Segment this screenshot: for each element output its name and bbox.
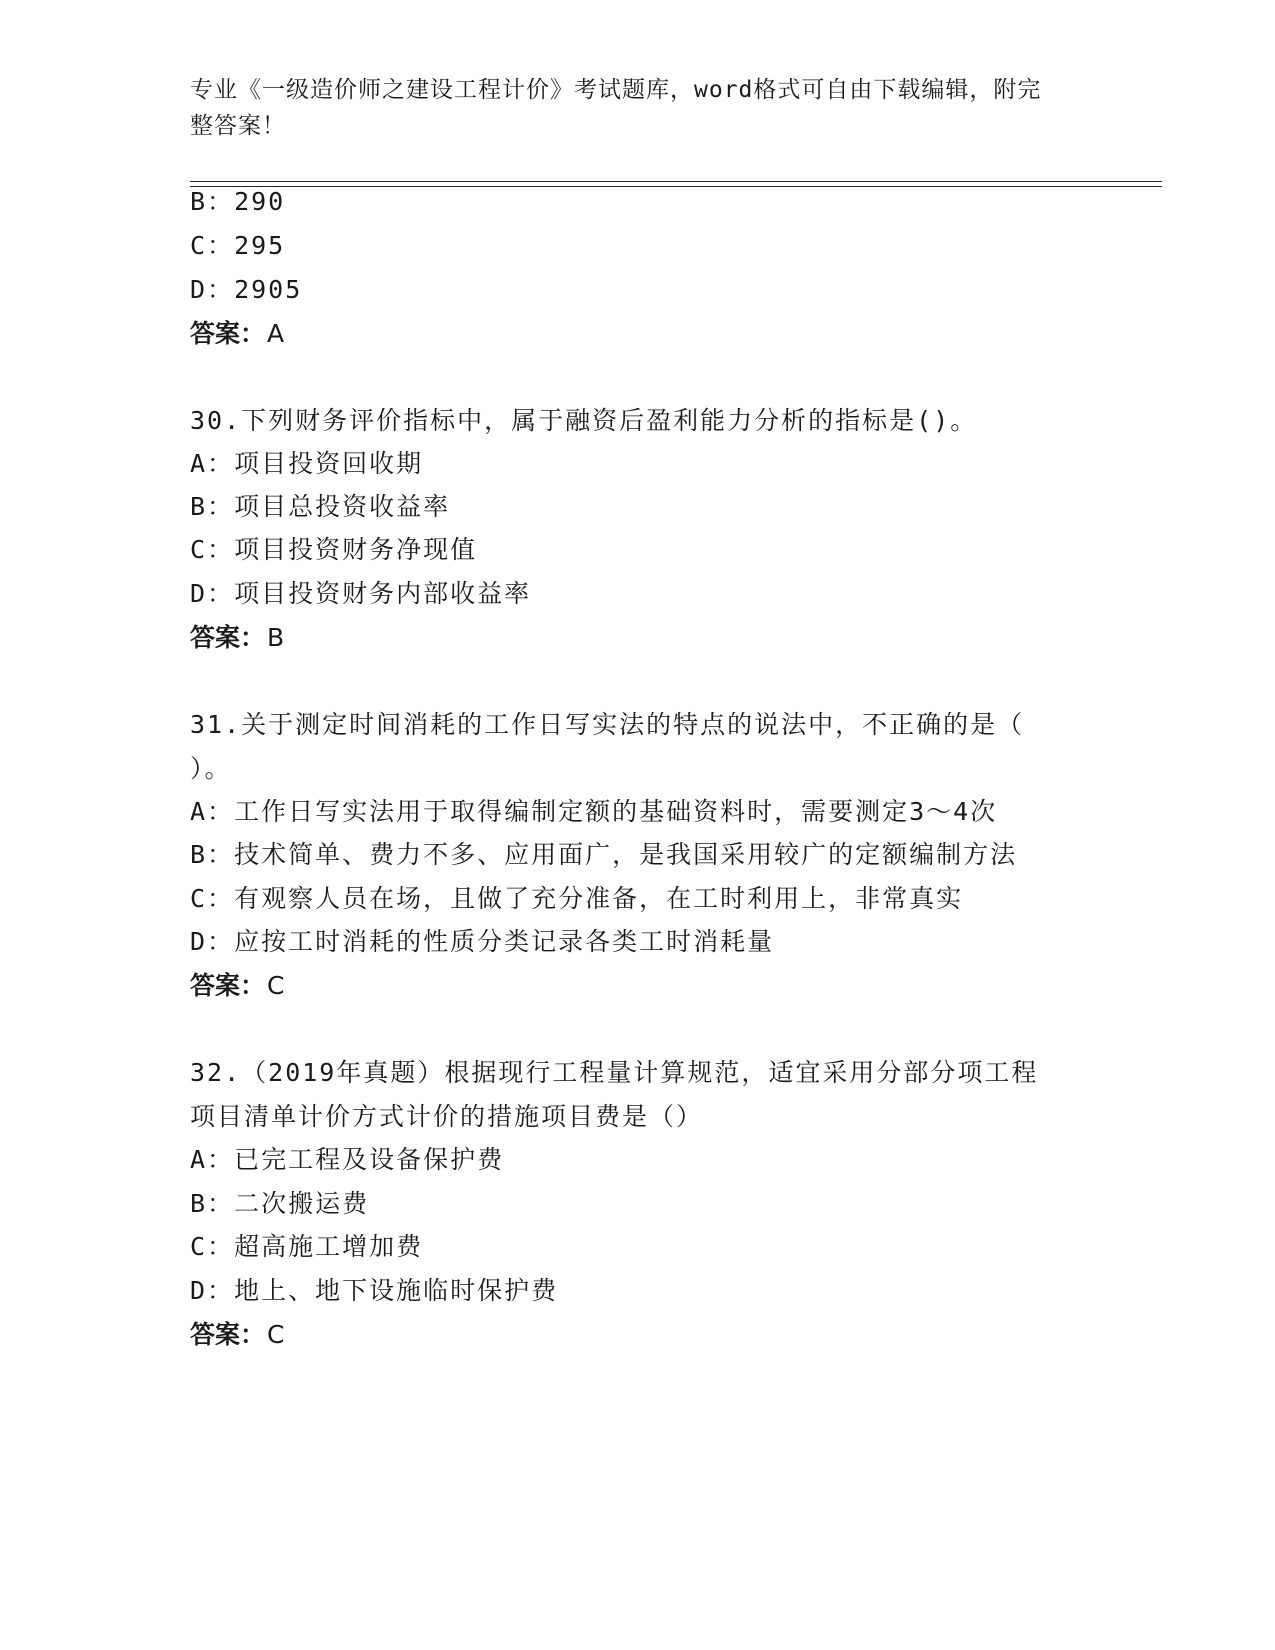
option-letter: D：	[190, 275, 235, 304]
answer-value: C	[267, 1320, 285, 1349]
option-letter: D：	[190, 579, 235, 608]
option-text: 290	[234, 187, 286, 216]
option-text: 有观察人员在场，且做了充分准备，在工时利用上，非常真实	[234, 884, 964, 913]
option-b	[190, 837, 1017, 873]
answer-value: A	[267, 319, 285, 348]
option-text: 2905	[234, 275, 303, 304]
question-stem-continued: 项目清单计价方式计价的措施项目费是（）	[190, 1102, 704, 1131]
header-divider	[190, 181, 1162, 187]
option-letter: A：	[190, 1145, 235, 1174]
option-text: 应按工时消耗的性质分类记录各类工时消耗量	[234, 927, 775, 956]
option-d	[190, 1273, 558, 1309]
answer-line	[190, 316, 284, 352]
option-d	[190, 576, 531, 612]
option-d	[190, 924, 774, 960]
answer-value: C	[267, 971, 285, 1000]
option-letter: C：	[190, 231, 235, 260]
option-b	[190, 184, 285, 220]
option-text: 已完工程及设备保护费	[234, 1145, 505, 1174]
option-text: 项目投资财务净现值	[234, 535, 478, 564]
option-text: 技术简单、费力不多、应用面广，是我国采用较广的定额编制方法	[234, 840, 1018, 869]
option-b	[190, 489, 450, 525]
option-letter: A：	[190, 449, 235, 478]
option-d	[190, 272, 302, 308]
option-c	[190, 228, 285, 264]
answer-line	[190, 620, 284, 656]
answer-line	[190, 1317, 284, 1353]
option-letter: C：	[190, 535, 235, 564]
option-letter: B：	[190, 840, 235, 869]
answer-label: 答案：	[190, 1320, 266, 1349]
header-text-line2: 整答案！	[190, 113, 286, 139]
question-stem: 31.关于测定时间消耗的工作日写实法的特点的说法中，不正确的是（	[190, 710, 1025, 739]
option-letter: D：	[190, 1276, 235, 1305]
header-text-line1: 专业《一级造价师之建设工程计价》考试题库，word格式可自由下载编辑，附完	[190, 77, 1042, 103]
option-b	[190, 1186, 369, 1222]
option-letter: B：	[190, 187, 235, 216]
option-text: 295	[234, 231, 286, 260]
option-text: 项目投资回收期	[234, 449, 424, 478]
option-c	[190, 881, 963, 917]
option-a	[190, 1142, 504, 1178]
question-stem: 30.下列财务评价指标中，属于融资后盈利能力分析的指标是()。	[190, 406, 978, 435]
option-text: 工作日写实法用于取得编制定额的基础资料时，需要测定3～4次	[234, 797, 998, 826]
page-header	[190, 72, 1070, 144]
question-stem: 32.（2019年真题）根据现行工程量计算规范，适宜采用分部分项工程	[190, 1058, 1039, 1087]
option-text: 项目总投资收益率	[234, 492, 451, 521]
option-letter: A：	[190, 797, 235, 826]
option-letter: C：	[190, 1232, 235, 1261]
answer-value: B	[267, 623, 285, 652]
option-letter: B：	[190, 492, 235, 521]
answer-label: 答案：	[190, 623, 266, 652]
option-text: 地上、地下设施临时保护费	[234, 1276, 559, 1305]
option-text: 二次搬运费	[234, 1189, 370, 1218]
answer-line	[190, 968, 284, 1004]
option-letter: D：	[190, 927, 235, 956]
option-letter: C：	[190, 884, 235, 913]
option-text: 项目投资财务内部收益率	[234, 579, 532, 608]
option-c	[190, 1229, 423, 1265]
question-stem-continued: ）。	[190, 754, 232, 783]
option-a	[190, 446, 423, 482]
answer-label: 答案：	[190, 319, 266, 348]
option-a	[190, 794, 997, 830]
option-letter: B：	[190, 1189, 235, 1218]
option-c	[190, 532, 477, 568]
option-text: 超高施工增加费	[234, 1232, 424, 1261]
answer-label: 答案：	[190, 971, 266, 1000]
